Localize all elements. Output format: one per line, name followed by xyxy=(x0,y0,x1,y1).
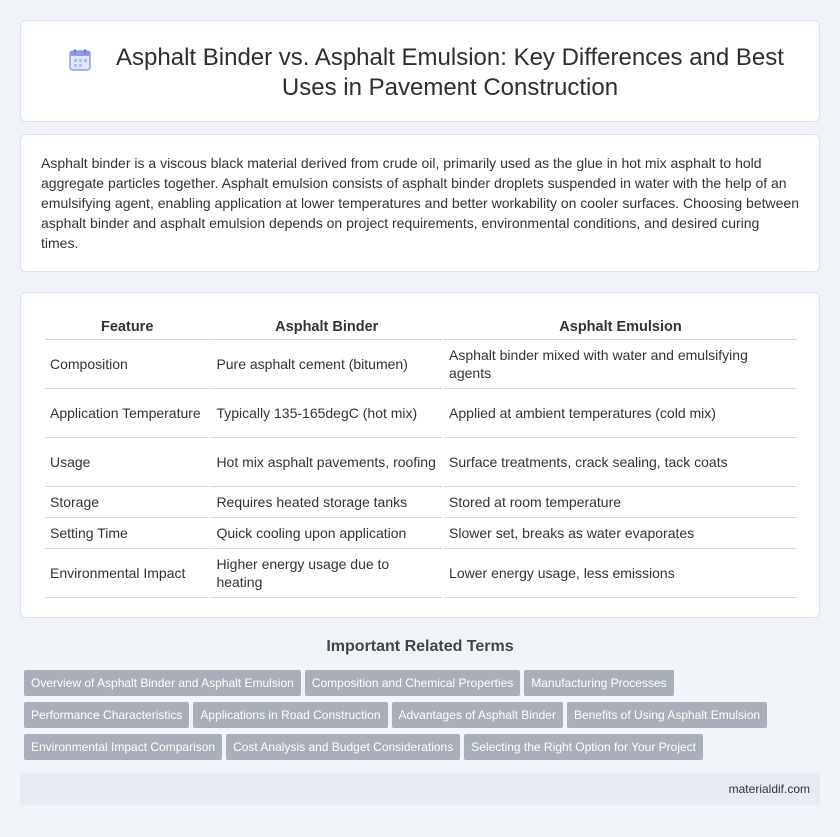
table-row xyxy=(45,438,797,487)
table-cell: Pure asphalt cement (bitumen) xyxy=(211,340,442,389)
table-cell: Typically 135-165degC (hot mix) xyxy=(211,389,442,438)
table-cell: Stored at room temperature xyxy=(444,487,797,518)
related-tag[interactable]: Cost Analysis and Budget Considerations xyxy=(226,734,460,760)
table-cell: Composition xyxy=(45,340,209,389)
table-cell: Requires heated storage tanks xyxy=(211,487,442,518)
header-asphalt-emulsion: Asphalt Emulsion xyxy=(444,315,797,340)
table-header-row xyxy=(45,315,797,340)
table-cell: Environmental Impact xyxy=(45,549,209,598)
related-tag[interactable]: Environmental Impact Comparison xyxy=(24,734,222,760)
related-tags-row-1 xyxy=(24,670,824,696)
table-cell: Surface treatments, crack sealing, tack coats xyxy=(444,438,797,487)
table-cell: Setting Time xyxy=(45,518,209,549)
table-cell: Slower set, breaks as water evaporates xyxy=(444,518,797,549)
page-title: Asphalt Binder vs. Asphalt Emulsion: Key Differences and Best Uses in Pavement Construction xyxy=(116,44,784,101)
footer-site-link[interactable]: materialdif.com xyxy=(728,782,810,796)
intro-paragraph: Asphalt binder is a viscous black material derived from crude oil, primarily used as the glue in hot mix asphalt to hold aggregate particles together. Asphalt emulsion consists of asphalt binder droplets suspended in water with the help of an emulsifying agent, enabling application at lower temperatures and better workability on cooler surfaces. Choosing between asphalt binder and asphalt emulsion depends on project requirements, environmental conditions, and desired curing times. xyxy=(41,155,799,251)
related-tag[interactable]: Selecting the Right Option for Your Project xyxy=(464,734,703,760)
related-tag[interactable]: Applications in Road Construction xyxy=(193,702,387,728)
header-feature: Feature xyxy=(45,315,209,340)
table-row xyxy=(45,340,797,389)
table-cell: Lower energy usage, less emissions xyxy=(444,549,797,598)
table-cell: Higher energy usage due to heating xyxy=(211,549,442,598)
intro-card xyxy=(20,134,820,272)
table-cell: Usage xyxy=(45,438,209,487)
related-tag[interactable]: Advantages of Asphalt Binder xyxy=(392,702,563,728)
table-cell: Applied at ambient temperatures (cold mix) xyxy=(444,389,797,438)
related-tags-row-2 xyxy=(24,702,824,728)
table-row xyxy=(45,549,797,598)
related-tag[interactable]: Benefits of Using Asphalt Emulsion xyxy=(567,702,767,728)
title-card xyxy=(20,20,820,122)
table-row xyxy=(45,518,797,549)
table-row xyxy=(45,487,797,518)
table-cell: Application Temperature xyxy=(45,389,209,438)
table-cell: Hot mix asphalt pavements, roofing xyxy=(211,438,442,487)
table-row xyxy=(45,389,797,438)
related-tag[interactable]: Overview of Asphalt Binder and Asphalt Emulsion xyxy=(24,670,301,696)
table-cell: Storage xyxy=(45,487,209,518)
related-tag[interactable]: Composition and Chemical Properties xyxy=(305,670,520,696)
related-tag[interactable]: Performance Characteristics xyxy=(24,702,189,728)
comparison-card xyxy=(20,292,820,618)
related-tag[interactable]: Manufacturing Processes xyxy=(524,670,673,696)
related-tags-row-3 xyxy=(24,734,824,760)
calendar-icon xyxy=(67,47,93,73)
header-asphalt-binder: Asphalt Binder xyxy=(211,315,442,340)
comparison-table xyxy=(43,315,799,598)
table-cell: Quick cooling upon application xyxy=(211,518,442,549)
related-terms-heading: Important Related Terms xyxy=(326,638,514,655)
table-cell: Asphalt binder mixed with water and emulsifying agents xyxy=(444,340,797,389)
footer xyxy=(20,773,820,805)
